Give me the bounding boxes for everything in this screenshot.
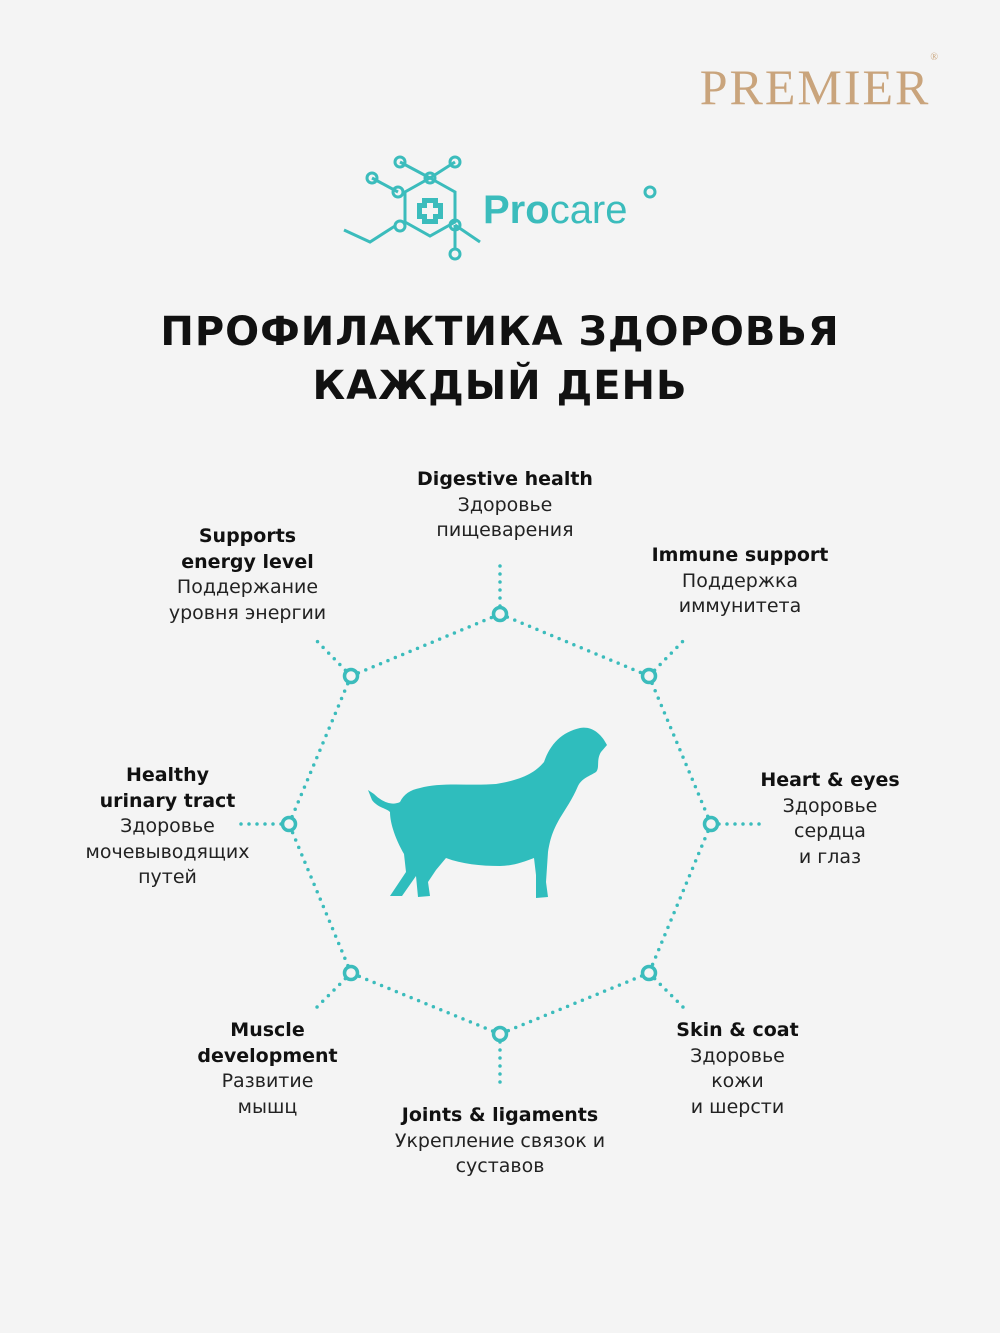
node-ring-icon	[705, 818, 718, 831]
page-title-line-2: КАЖДЫЙ ДЕНЬ	[312, 363, 688, 409]
page-title-line-1: ПРОФИЛАКТИКА ЗДОРОВЬЯ	[160, 309, 840, 355]
benefit-title: Skin & coat	[676, 1019, 799, 1041]
registered-mark: ®	[930, 52, 940, 64]
benefit-title: Heart & eyes	[760, 769, 900, 791]
octagon-edge	[289, 824, 351, 973]
benefit-urinary	[60, 763, 275, 891]
benefit-subtitle: Здоровье сердца и глаз	[782, 794, 878, 868]
benefit-subtitle: Здоровье мочевыводящих путей	[85, 815, 250, 889]
octagon-edge	[289, 676, 351, 824]
node-ring-icon	[494, 1028, 507, 1041]
benefit-energy	[140, 524, 355, 626]
procare-care: care	[549, 188, 628, 232]
octagon-edge	[500, 614, 649, 676]
benefit-joints	[370, 1103, 630, 1180]
dog-silhouette-icon	[368, 728, 607, 898]
benefit-subtitle: Здоровье кожи и шерсти	[690, 1044, 785, 1118]
benefit-title: Supports energy level	[181, 525, 314, 573]
octagon-edge	[351, 614, 500, 676]
octagon-edge	[500, 973, 649, 1034]
benefit-title: Digestive health	[417, 468, 593, 490]
benefit-subtitle: Здоровье пищеварения	[436, 493, 574, 542]
benefit-title: Healthy urinary tract	[99, 764, 236, 812]
benefit-subtitle: Поддержка иммунитета	[678, 569, 802, 618]
procare-pro: Pro	[483, 188, 550, 232]
benefit-title: Immune support	[651, 544, 829, 566]
node-ring-icon	[494, 608, 507, 621]
node-ring-icon	[643, 670, 656, 683]
benefit-subtitle: Развитие мышц	[221, 1070, 314, 1118]
octagon-edge	[649, 676, 711, 824]
node-ring-icon	[345, 670, 358, 683]
benefit-title: Joints & ligaments	[401, 1104, 599, 1126]
node-ring-icon	[283, 818, 296, 831]
node-ring-icon	[345, 967, 358, 980]
benefit-muscle	[170, 1018, 365, 1120]
benefit-immune	[620, 543, 860, 620]
benefit-heart	[740, 768, 920, 870]
octagon-edge	[351, 973, 500, 1034]
benefit-subtitle: Укрепление связок и суставов	[394, 1129, 606, 1178]
benefit-subtitle: Поддержание уровня энергии	[168, 576, 327, 624]
premier-logo-text: PREMIER	[699, 59, 931, 115]
benefit-digestive	[380, 467, 630, 544]
node-ring-icon	[643, 967, 656, 980]
benefit-skin	[640, 1018, 835, 1120]
octagon-edge	[649, 824, 711, 973]
benefit-title: Muscle development	[197, 1019, 338, 1067]
